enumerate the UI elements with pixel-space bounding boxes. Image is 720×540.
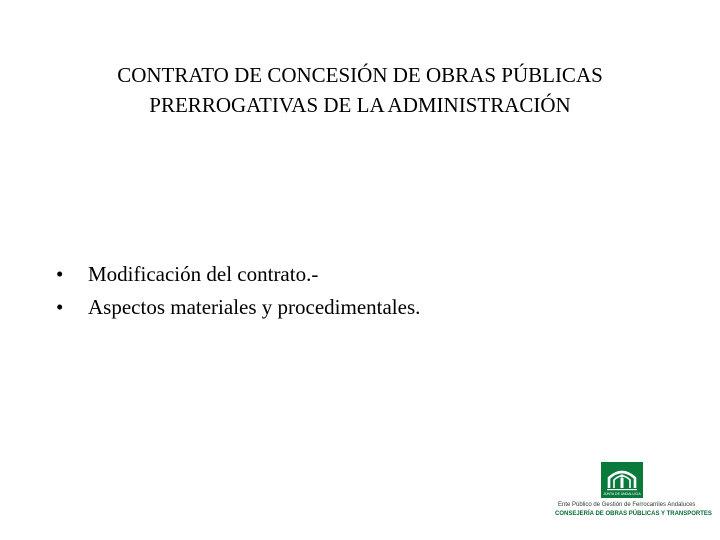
- list-item: [56, 258, 420, 291]
- bullet-text: Aspectos materiales y procedimentales.: [88, 295, 421, 319]
- bullet-text: Modificación del contrato.-: [88, 262, 319, 286]
- logo-department-name: CONSEJERÍA DE OBRAS PÚBLICAS Y TRANSPORTES: [555, 511, 712, 517]
- list-item: [56, 291, 420, 324]
- slide-title: [40, 60, 680, 120]
- title-line-2: PRERROGATIVAS DE LA ADMINISTRACIÓN: [149, 93, 571, 117]
- emblem-caption: JUNTA DE ANDALUCIA: [603, 492, 641, 496]
- junta-de-andalucia-emblem-icon: [601, 462, 643, 498]
- organization-logo: [540, 462, 712, 522]
- bullet-list: [56, 258, 420, 324]
- title-line-1: CONTRATO DE CONCESIÓN DE OBRAS PÚBLICAS: [117, 63, 603, 87]
- bullet-icon: •: [56, 295, 64, 319]
- logo-entity-name: Ente Público de Gestión de Ferrocarriles Andaluces: [558, 502, 696, 508]
- bullet-icon: •: [56, 262, 64, 286]
